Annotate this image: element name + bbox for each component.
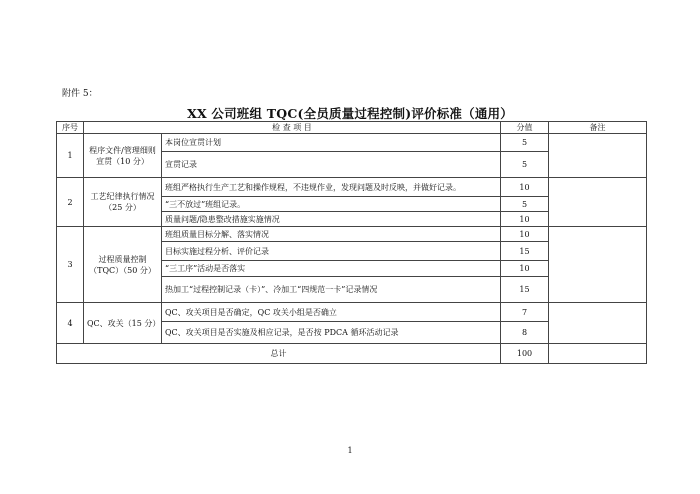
remark-cell (549, 303, 647, 344)
item-text: 质量问题/隐患整改措施实施情况 (162, 212, 501, 227)
attachment-label: 附件 5： (62, 89, 98, 99)
table-row (57, 134, 647, 152)
item-score: 15 (501, 277, 549, 303)
section-category: 程序文件/管理细则宣贯（10 分） (84, 134, 162, 178)
evaluation-table (56, 121, 647, 364)
item-text: QC、攻关项目是否实施及相应记录，是否按 PDCA 循环活动记录 (162, 322, 501, 344)
section-category: 工艺纪律执行情况（25 分） (84, 178, 162, 227)
header-score: 分值 (501, 122, 549, 134)
item-text: 班组严格执行生产工艺和操作规程，不违规作业，发现问题及时反映，并做好记录。 (162, 178, 501, 197)
remark-cell (549, 227, 647, 303)
document-title: XX 公司班组 TQC(全员质量过程控制)评价标准（通用） (187, 106, 513, 121)
item-text: QC、攻关项目是否确定，QC 攻关小组是否确立 (162, 303, 501, 322)
total-score: 100 (501, 344, 549, 364)
item-text: 热加工“过程控制记录（卡）”、冷加工“四规范一卡”记录情况 (162, 277, 501, 303)
header-no: 序号 (57, 122, 84, 134)
item-text: 目标实施过程分析、评价记录 (162, 242, 501, 261)
header-remark: 备注 (549, 122, 647, 134)
table-row (57, 178, 647, 197)
table-row (57, 227, 647, 242)
item-text: 宣贯记录 (162, 152, 501, 178)
section-no: 3 (57, 227, 84, 303)
header-item: 检 查 项 目 (84, 122, 501, 134)
item-score: 10 (501, 227, 549, 242)
item-score: 5 (501, 134, 549, 152)
item-score: 5 (501, 197, 549, 212)
section-no: 2 (57, 178, 84, 227)
section-category: QC、攻关（15 分） (84, 303, 162, 344)
remark-cell (549, 344, 647, 364)
item-score: 8 (501, 322, 549, 344)
item-text: “三工序”活动是否落实 (162, 261, 501, 277)
item-text: 本岗位宣贯计划 (162, 134, 501, 152)
item-score: 10 (501, 261, 549, 277)
item-score: 15 (501, 242, 549, 261)
section-no: 1 (57, 134, 84, 178)
item-text: “三不放过”班组记录。 (162, 197, 501, 212)
remark-cell (549, 134, 647, 178)
page-number: 1 (347, 446, 353, 455)
section-no: 4 (57, 303, 84, 344)
remark-cell (549, 178, 647, 227)
item-text: 班组质量目标分解、落实情况 (162, 227, 501, 242)
item-score: 7 (501, 303, 549, 322)
item-score: 10 (501, 178, 549, 197)
table-header-row (57, 122, 647, 134)
section-category: 过程质量控制（TQC）（50 分） (84, 227, 162, 303)
table-row (57, 303, 647, 322)
item-score: 10 (501, 212, 549, 227)
total-row (57, 344, 647, 364)
total-label: 总计 (57, 344, 501, 364)
item-score: 5 (501, 152, 549, 178)
